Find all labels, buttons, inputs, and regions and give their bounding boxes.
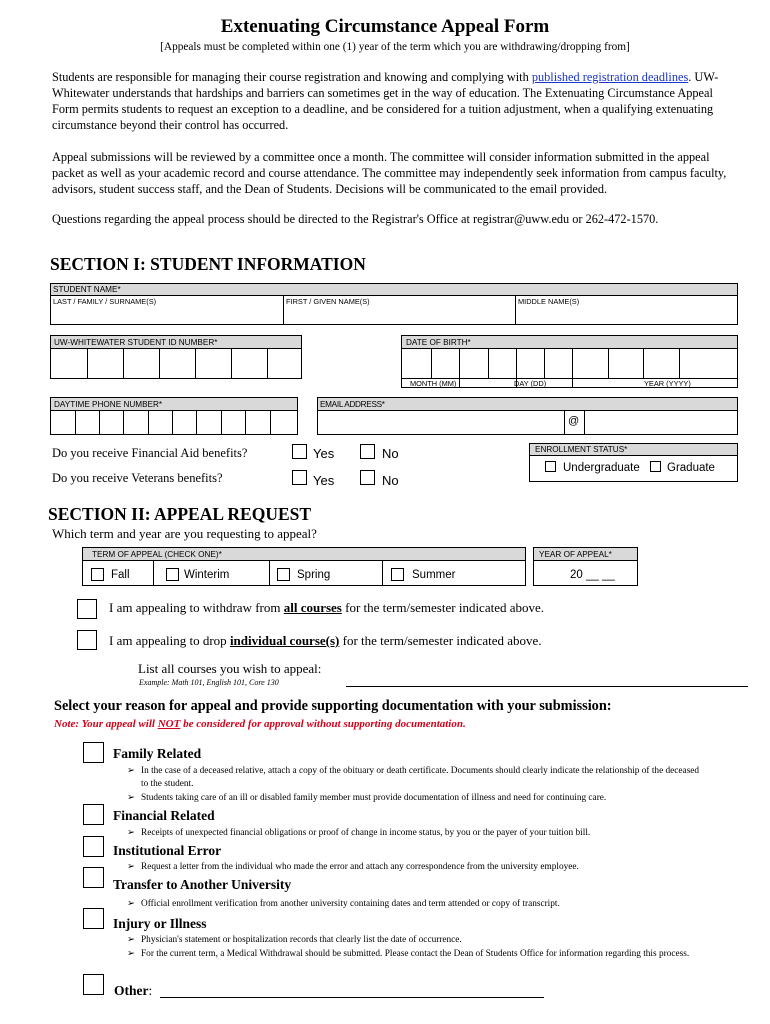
term-fall-checkbox[interactable]	[91, 568, 104, 581]
phone-input[interactable]	[51, 412, 297, 434]
family-related-title: Family Related	[113, 746, 202, 761]
middle-name-label: MIDDLE NAME(S)	[518, 297, 580, 306]
enrollment-status-label: ENROLLMENT STATUS*	[535, 445, 628, 454]
dob-label: DATE OF BIRTH*	[406, 338, 471, 347]
financial-aid-no-label: No	[382, 446, 399, 461]
family-related-checkbox[interactable]	[83, 742, 104, 763]
list-courses-example: Example: Math 101, English 101, Core 130	[139, 678, 279, 687]
appeal-term-question: Which term and year are you requesting to appeal?	[52, 526, 317, 541]
student-id-label: UW-WHITEWATER STUDENT ID NUMBER*	[54, 338, 218, 347]
veterans-no-label: No	[382, 473, 399, 488]
page-subtitle: [Appeals must be completed within one (1) year of the term which you are withdrawing/dropping from]	[160, 41, 630, 53]
phone-block	[50, 397, 298, 435]
year-of-appeal-input[interactable]: 20 __ __	[570, 569, 615, 581]
injury-illness-title: Injury or Illness	[113, 916, 207, 931]
term-of-appeal-label: TERM OF APPEAL (CHECK ONE)*	[92, 550, 222, 559]
term-winterim-label: Winterim	[184, 569, 230, 581]
financial-related-checkbox[interactable]	[83, 804, 104, 825]
withdraw-all-statement: I am appealing to withdraw from all courses for the term/semester indicated above.	[109, 600, 545, 615]
page-title: Extenuating Circumstance Appeal Form	[220, 16, 550, 37]
other-checkbox[interactable]	[83, 974, 104, 995]
term-spring-label: Spring	[297, 569, 331, 581]
financial-related-bullet-1: ➢ Receipts of unexpected financial obligations or proof of change in income status, by you or the payer of your tuition bill.	[127, 828, 591, 838]
student-id-input[interactable]	[51, 350, 301, 378]
middle-name-input[interactable]	[516, 306, 737, 324]
other-label: Other:	[114, 983, 153, 998]
injury-illness-bullet-1: ➢ Physician's statement or hospitalization records that clearly list the date of occurrence.	[127, 935, 462, 945]
first-name-label: FIRST / GIVEN NAME(S)	[286, 297, 370, 306]
email-label: EMAIL ADDRESS*	[320, 400, 385, 409]
section-2-heading: SECTION II: APPEAL REQUEST	[48, 504, 312, 524]
student-name-label: STUDENT NAME*	[53, 285, 121, 294]
term-spring-checkbox[interactable]	[277, 568, 290, 581]
list-courses-label: List all courses you wish to appeal:	[138, 661, 322, 676]
financial-related-title: Financial Related	[113, 808, 215, 823]
financial-aid-yes-label: Yes	[313, 446, 335, 461]
transfer-title: Transfer to Another University	[113, 877, 292, 892]
undergraduate-label: Undergraduate	[563, 462, 640, 474]
term-of-appeal-block	[82, 547, 526, 586]
reasons-heading: Select your reason for appeal and provide supporting documentation with your submission:	[54, 698, 612, 714]
intro-paragraph-2: Appeal submissions will be reviewed by a committee once a month. The committee will consider information submitted in the appeal packet as well as your academic record and course attendance. The committee may independently seek information from campus faculty, advisors, student success staff, and the Dean of Students. Decisions will be communicated to the email provided.	[52, 150, 727, 196]
last-name-input[interactable]	[52, 306, 282, 324]
intro-paragraph-3: Questions regarding the appeal process should be directed to the Registrar's Office at registrar@uww.edu or 262-472-1570.	[52, 212, 659, 226]
last-name-label: LAST / FAMILY / SURNAME(S)	[53, 297, 157, 306]
transfer-bullet-1: ➢ Official enrollment verification from another university containing dates and term attended or copy of transcript.	[127, 899, 560, 909]
first-name-input[interactable]	[284, 306, 514, 324]
intro-paragraph-1: Students are responsible for managing their course registration and knowing and complying with published registration deadlines. UW-Whitewater understands that hardships and barriers can sometimes get in the way of education. The Extenuating Circumstance Appeal Form permits students to request an exception to a deadline, and be considered for a tuition adjustment, when a qualifying extenuating circumstance beyond their control has occurred.	[52, 70, 719, 132]
injury-illness-checkbox[interactable]	[83, 908, 104, 929]
graduate-label: Graduate	[667, 462, 715, 474]
term-summer-checkbox[interactable]	[391, 568, 404, 581]
list-courses-input[interactable]	[346, 686, 748, 687]
phone-label: DAYTIME PHONE NUMBER*	[54, 400, 163, 409]
term-fall-label: Fall	[111, 569, 130, 581]
drop-individual-checkbox[interactable]	[77, 630, 97, 650]
day-label: DAY (DD)	[514, 379, 547, 388]
veterans-question: Do you receive Veterans benefits?	[52, 471, 223, 485]
enrollment-status-block	[529, 443, 738, 482]
institutional-error-title: Institutional Error	[113, 843, 222, 858]
student-id-block	[50, 335, 302, 379]
year-label: YEAR (YYYY)	[644, 379, 691, 388]
registration-deadlines-link[interactable]: published registration deadlines	[531, 70, 689, 84]
dob-input[interactable]	[402, 350, 737, 377]
veterans-yes-label: Yes	[313, 473, 335, 488]
student-name-block	[50, 283, 738, 325]
at-sign: @	[568, 415, 580, 427]
financial-aid-question: Do you receive Financial Aid benefits?	[52, 446, 248, 460]
reasons-note: Note: Your appeal will NOT be considered for approval without supporting documentation.	[54, 718, 466, 730]
transfer-checkbox[interactable]	[83, 867, 104, 888]
month-label: MONTH (MM)	[410, 379, 457, 388]
term-winterim-checkbox[interactable]	[166, 568, 179, 581]
family-related-bullet-1: ➢ In the case of a deceased relative, attach a copy of the obituary or death certificate. Documents should clearly indicate the relationship of the deceased to the student.	[127, 766, 700, 789]
veterans-no-checkbox[interactable]	[360, 470, 375, 485]
email-domain-input[interactable]	[585, 412, 737, 434]
graduate-checkbox[interactable]	[650, 461, 661, 472]
other-input[interactable]	[160, 997, 544, 998]
undergraduate-checkbox[interactable]	[545, 461, 556, 472]
financial-aid-no-checkbox[interactable]	[360, 444, 375, 459]
section-1-heading: SECTION I: STUDENT INFORMATION	[50, 254, 366, 274]
institutional-error-checkbox[interactable]	[83, 836, 104, 857]
year-of-appeal-block	[533, 547, 638, 586]
drop-individual-statement: I am appealing to drop individual course(s) for the term/semester indicated above.	[109, 633, 542, 648]
injury-illness-bullet-2: ➢ For the current term, a Medical Withdrawal should be submitted. Please contact the Dean of Students Office for information regarding this process.	[127, 949, 690, 959]
email-user-input[interactable]	[318, 412, 563, 434]
institutional-error-bullet-1: ➢ Request a letter from the individual who made the error and attach any correspondence from the university employee.	[127, 862, 579, 872]
email-block	[317, 397, 738, 435]
dob-block	[401, 335, 738, 388]
veterans-yes-checkbox[interactable]	[292, 470, 307, 485]
term-summer-label: Summer	[412, 569, 456, 581]
financial-aid-yes-checkbox[interactable]	[292, 444, 307, 459]
family-related-bullet-2: ➢ Students taking care of an ill or disabled family member must provide documentation of illness and need for continuing care.	[127, 793, 607, 803]
year-of-appeal-label: YEAR OF APPEAL*	[539, 550, 612, 559]
withdraw-all-checkbox[interactable]	[77, 599, 97, 619]
